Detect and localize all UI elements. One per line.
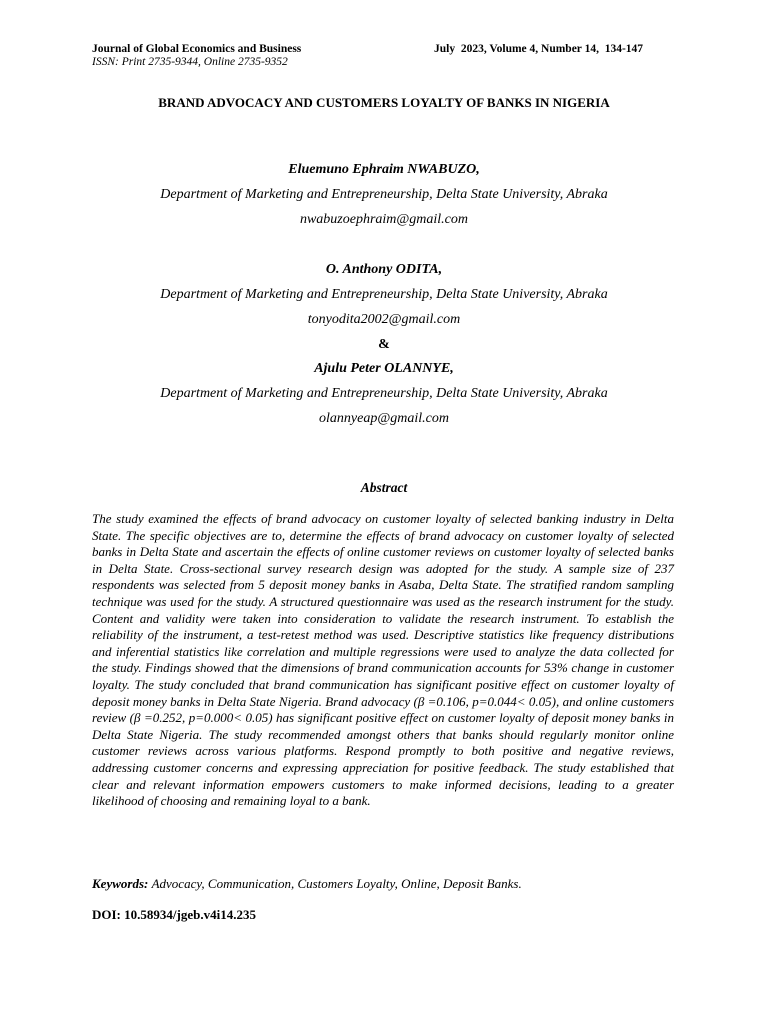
keywords-label: Keywords:: [92, 876, 152, 891]
abstract-text: The study examined the effects of brand advocacy on customer loyalty of selected banking industry in Delta State. The specific objectives are to, determine the effects of brand advocacy on customer loyalty of selected banks in Delta State and ascertain the effects of online customer reviews on customer loyalty of selected banks in Delta State. Cross-sectional survey research design was adopted for the study. A sample size of 237 respondents was selected from 5 deposit money banks in Asaba, Delta State. The stratified random sampling technique was used for the study. A structured questionnaire was used as the research instrument for the study. Content and validity were taken into consideration to validate the research instrument. To establish the reliability of the instrument, a test-retest method was used. Descriptive statistics like frequency distributions and inferential statistics like correlation and multiple regressions were used to analyze the data collected for the study. Findings showed that the dimensions of brand communication accounts for 53% change in customer loyalty. The study concluded that brand communication has significant positive effect on customer loyalty of deposit money banks in Delta State Nigeria. Brand advocacy (β =0.106, p=0.044< 0.05), and online customers review (β =0.252, p=0.000< 0.05) has significant positive effect on customer loyalty of deposit money banks in Delta State Nigeria. The study recommended amongst others that banks should regularly monitor online customer reviews across various platforms. Respond promptly to both positive and negative reviews, addressing customer concerns and expressing appreciation for positive feedback. The study established that clear and relevant information empowers customers to make informed decisions, leading to a greater likelihood of choosing and remaining loyal to a bank.: [92, 511, 674, 809]
doi: DOI: 10.58934/jgeb.v4i14.235: [92, 907, 256, 922]
author-email: nwabuzoephraim@gmail.com: [299, 212, 469, 227]
paper-title: BRAND ADVOCACY AND CUSTOMERS LOYALTY OF BANKS IN NIGERIA: [158, 95, 610, 110]
keywords: [92, 876, 692, 892]
author-name: O. Anthony ODITA,: [325, 262, 443, 277]
author-name: Eluemuno Ephraim NWABUZO,: [288, 162, 480, 177]
author-email: olannyeap@gmail.com: [319, 411, 449, 426]
journal-name: Journal of Global Economics and Business: [92, 43, 302, 55]
author-affiliation: Department of Marketing and Entrepreneurship, Delta State University, Abraka: [160, 386, 608, 401]
keywords-text: Advocacy, Communication, Customers Loyalty, Online, Deposit Banks.: [151, 876, 522, 891]
journal-issn: ISSN: Print 2735-9344, Online 2735-9352: [92, 56, 288, 68]
issue-info: July 2023, Volume 4, Number 14, 134-147: [434, 43, 644, 55]
author-block: [0, 160, 768, 434]
author-separator: &: [378, 337, 390, 352]
author-name: Ajulu Peter OLANNYE,: [314, 361, 454, 376]
author-email: tonyodita2002@gmail.com: [307, 312, 461, 327]
journal-header-left: [92, 43, 301, 69]
abstract-heading: Abstract: [360, 480, 408, 495]
author-affiliation: Department of Marketing and Entrepreneurship, Delta State University, Abraka: [160, 187, 608, 202]
author-affiliation: Department of Marketing and Entrepreneurship, Delta State University, Abraka: [160, 287, 608, 302]
